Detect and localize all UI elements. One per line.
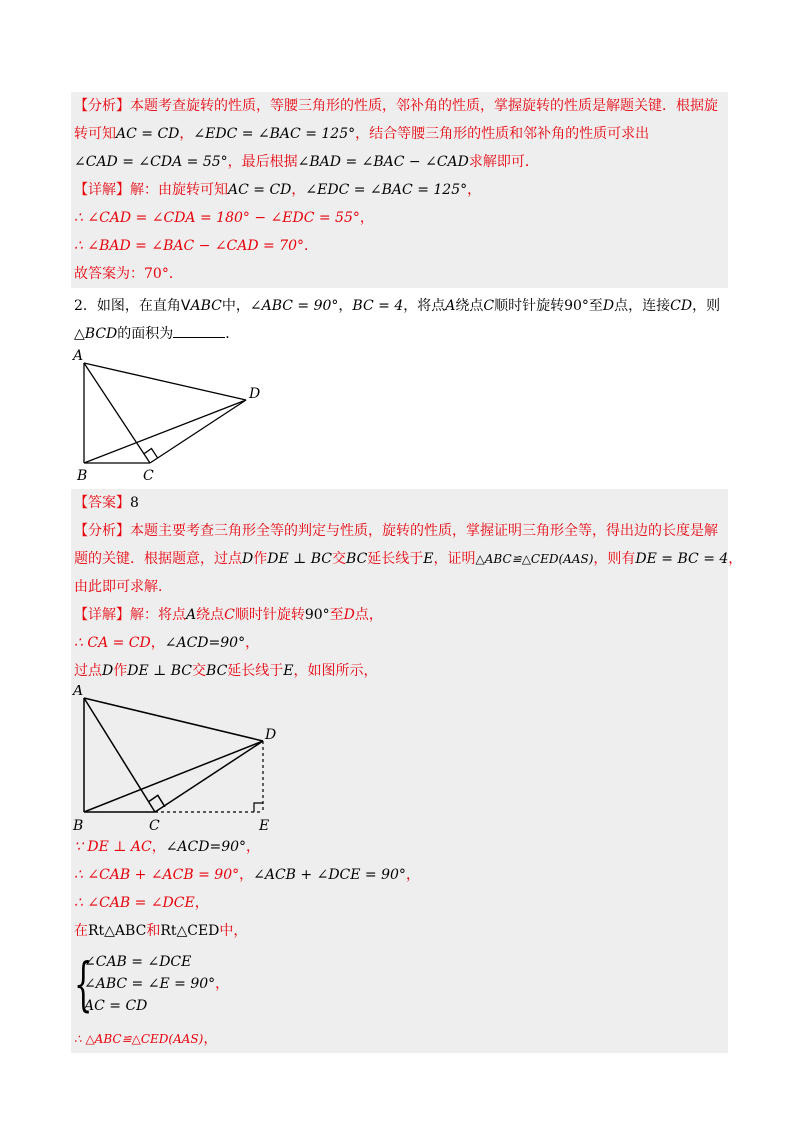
detail-tag: 【详解】 (74, 182, 130, 198)
question-2-line-1: 2．如图，在直角VABC中，∠ABC = 90°，BC = 4，将点A绕点C顺时针旋转90°至D点，连接CD，则 (74, 298, 721, 314)
fig2-label-e: E (259, 818, 270, 833)
analysis-line-3: ∠CAD = ∠CDA = 55°，最后根据∠BAD = ∠BAC − ∠CAD求解即可． (74, 154, 539, 170)
fig2-segment-cd (155, 741, 263, 812)
fig1-segment-ad (84, 363, 246, 400)
analysis2-line-1: 【分析】本题主要考查三角形全等的判定与性质，旋转的性质，掌握证明三角形全等，得出边的长度是解 (74, 523, 718, 539)
fig2-label-a: A (73, 685, 84, 699)
condition-1: ∠CAB = ∠DCE (84, 954, 192, 970)
fig1-label-b: B (77, 468, 88, 483)
condition-3: AC = CD (84, 998, 148, 1014)
detail2-line-2: ∴ CA = CD，∠ACD=90°， (74, 635, 260, 651)
answer2-line: 【答案】8 (74, 495, 139, 511)
left-brace: { (74, 950, 93, 1018)
detail2-line-4: ∵ DE ⊥ AC，∠ACD=90°， (74, 839, 261, 855)
answer-tag: 【答案】 (74, 495, 130, 511)
analysis-line-2: 转可知AC = CD，∠EDC = ∠BAC = 125°，结合等腰三角形的性质和邻补角的性质可求出 (74, 126, 650, 142)
congruence-conditions (71, 951, 728, 1017)
fig1-label-d: D (249, 386, 261, 402)
detail-line-3: ∴ ∠BAD = ∠BAC − ∠CAD = 70°． (74, 238, 319, 254)
detail2-line-6: ∴ ∠CAB = ∠DCE， (74, 895, 209, 911)
fig2-segment-ad (84, 698, 263, 741)
answer-line: 故答案为：70°． (74, 266, 183, 282)
analysis-tag: 【分析】 (74, 98, 130, 114)
solution-block-2 (71, 489, 743, 1053)
detail2-line-7: 在Rt△ABC和Rt△CED中， (74, 923, 248, 939)
detail2-line-5: ∴ ∠CAB + ∠ACB = 90°，∠ACB + ∠DCE = 90°， (74, 867, 420, 883)
fig1-label-c: C (143, 468, 154, 483)
figure-2 (71, 685, 728, 833)
fig2-segment-ac (84, 698, 155, 812)
fig2-segment-bd (84, 741, 263, 812)
detail2-line-3: 过点D作DE ⊥ BC交BC延长线于E，如图所示， (74, 663, 378, 679)
fig2-right-angle-mark-e (254, 803, 263, 812)
fig1-label-a: A (73, 348, 84, 364)
solution-block-1 (71, 92, 728, 288)
detail2-line-8: ∴ △ABC≌△CED(AAS)， (74, 1031, 218, 1047)
detail2-line-1: 【详解】解：将点A绕点C顺时针旋转90°至D点， (74, 607, 383, 623)
condition-2: ∠ABC = ∠E = 90°， (84, 976, 230, 992)
fig2-label-c: C (149, 818, 160, 833)
brace-lines (84, 951, 229, 1017)
analysis2-line-3: 由此即可求解． (74, 579, 172, 595)
document-page (71, 92, 743, 1053)
detail-line-1: 【详解】解：由旋转可知AC = CD，∠EDC = ∠BAC = 125°， (74, 182, 482, 198)
analysis-line-1: 【分析】本题考查旋转的性质，等腰三角形的性质，邻补角的性质，掌握旋转的性质是解题关键．根据旋 (74, 98, 718, 114)
answer-blank (173, 323, 225, 338)
fig2-label-b: B (73, 818, 84, 833)
fig1-segment-ac (84, 363, 150, 463)
question-2-line-2: △BCD的面积为 ． (71, 320, 728, 348)
fig2-label-d: D (265, 727, 277, 743)
analysis2-line-2: 题的关键．根据题意，过点D作DE ⊥ BC交BC延长线于E，证明△ABC≌△CED(AAS)，则有DE = BC = 4， (74, 551, 743, 567)
detail-line-2: ∴ ∠CAD = ∠CDA = 180° − ∠EDC = 55°， (74, 210, 374, 226)
figure-1 (71, 348, 728, 483)
